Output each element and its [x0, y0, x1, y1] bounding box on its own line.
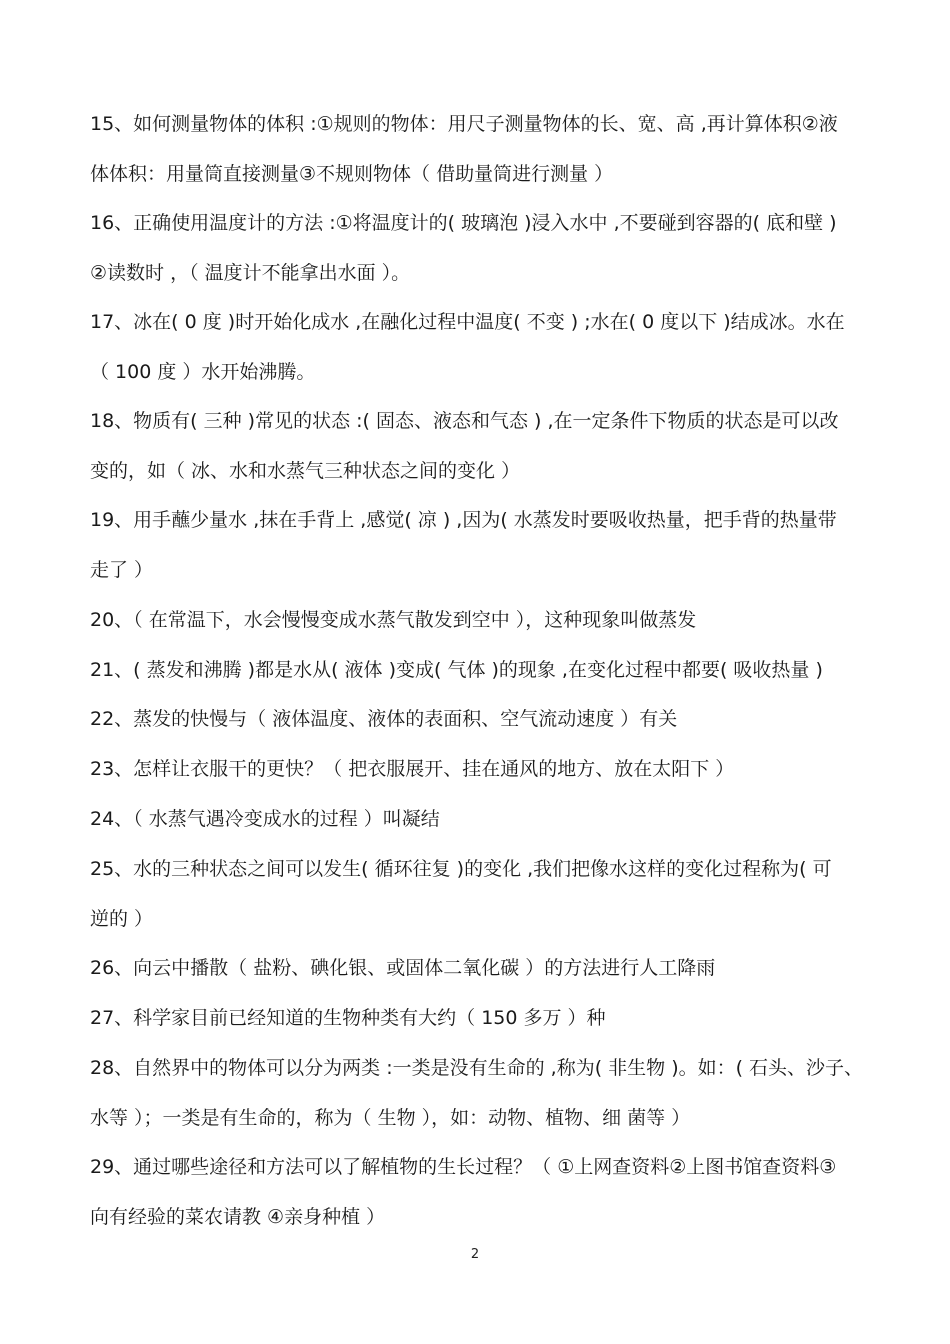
item-17-line-1: 17、冰在( 0 度 )时开始化成水 ,在融化过程中温度( 不变 ) ;水在( 0 度以下 )结成冰。水在	[90, 311, 845, 333]
item-28	[90, 1043, 865, 1143]
item-18-line-1: 18、物质有( 三种 )常见的状态 :( 固态、液态和气态 ) ,在一定条件下物质的状态是可以改	[90, 410, 839, 432]
item-17-line-2: （ 100 度 ）水开始沸腾。	[90, 361, 316, 383]
page-number: 2	[470, 1247, 480, 1262]
item-18	[90, 396, 865, 496]
item-27-line-1: 27、科学家目前已经知道的生物种类有大约（ 150 多万 ）种	[90, 1007, 606, 1029]
item-28-line-2: 水等 ）；一类是有生命的，称为（ 生物 ），如：动物、植物、细 菌等 ）	[90, 1107, 691, 1129]
item-29-line-1: 29、通过哪些途径和方法可以了解植物的生长过程？（ ①上网查资料②上图书馆查资料③	[90, 1156, 837, 1178]
item-24-line-1: 24、（ 水蒸气遇冷变成水的过程 ）叫凝结	[90, 808, 440, 830]
item-22-line-1: 22、蒸发的快慢与（ 液体温度、液体的表面积、空气流动速度 ）有关	[90, 708, 678, 730]
item-28-line-1: 28、自然界中的物体可以分为两类 :一类是没有生命的 ,称为( 非生物 )。如：( 石头、沙子、	[90, 1057, 864, 1079]
item-19-line-2: 走了 ）	[90, 559, 154, 581]
item-18-line-2: 变的，如（ 冰、水和水蒸气三种状态之间的变化 ）	[90, 460, 521, 482]
item-24	[90, 794, 865, 844]
item-15-line-2: 体体积：用量筒直接测量③不规则物体（ 借助量筒进行测量 ）	[90, 163, 614, 185]
item-27	[90, 993, 865, 1043]
item-23	[90, 744, 865, 794]
item-20-line-1: 20、（ 在常温下，水会慢慢变成水蒸气散发到空中 ），这种现象叫做蒸发	[90, 609, 697, 631]
item-16-line-2: ②读数时 ，（ 温度计不能拿出水面 ）。	[90, 262, 411, 284]
item-19	[90, 495, 865, 595]
item-26	[90, 943, 865, 993]
item-25	[90, 844, 865, 944]
item-25-line-2: 逆的 ）	[90, 908, 154, 930]
item-20	[90, 595, 865, 645]
item-21	[90, 645, 865, 695]
item-19-line-1: 19、用手蘸少量水 ,抹在手背上 ,感觉( 凉 ) ,因为( 水蒸发时要吸收热量，把手背的热量带	[90, 509, 837, 531]
item-17	[90, 297, 865, 397]
item-29-line-2: 向有经验的菜农请教 ④亲身种植 ）	[90, 1206, 386, 1228]
item-25-line-1: 25、水的三种状态之间可以发生( 循环往复 )的变化 ,我们把像水这样的变化过程称为( 可	[90, 858, 832, 880]
item-23-line-1: 23、怎样让衣服干的更快？（ 把衣服展开、挂在通风的地方、放在太阳下 ）	[90, 758, 735, 780]
item-29	[90, 1142, 865, 1242]
item-22	[90, 694, 865, 744]
item-15	[90, 99, 865, 199]
item-26-line-1: 26、向云中播散（ 盐粉、碘化银、或固体二氧化碳 ）的方法进行人工降雨	[90, 957, 716, 979]
item-15-line-1: 15、如何测量物体的体积 :①规则的物体：用尺子测量物体的长、宽、高 ,再计算体积②液	[90, 113, 838, 135]
item-16-line-1: 16、正确使用温度计的方法 :①将温度计的( 玻璃泡 )浸入水中 ,不要碰到容器的( 底和壁 )	[90, 212, 837, 234]
item-21-line-1: 21、( 蒸发和沸腾 )都是水从( 液体 )变成( 气体 )的现象 ,在变化过程中都要( 吸收热量 )	[90, 659, 823, 681]
item-16	[90, 198, 865, 298]
